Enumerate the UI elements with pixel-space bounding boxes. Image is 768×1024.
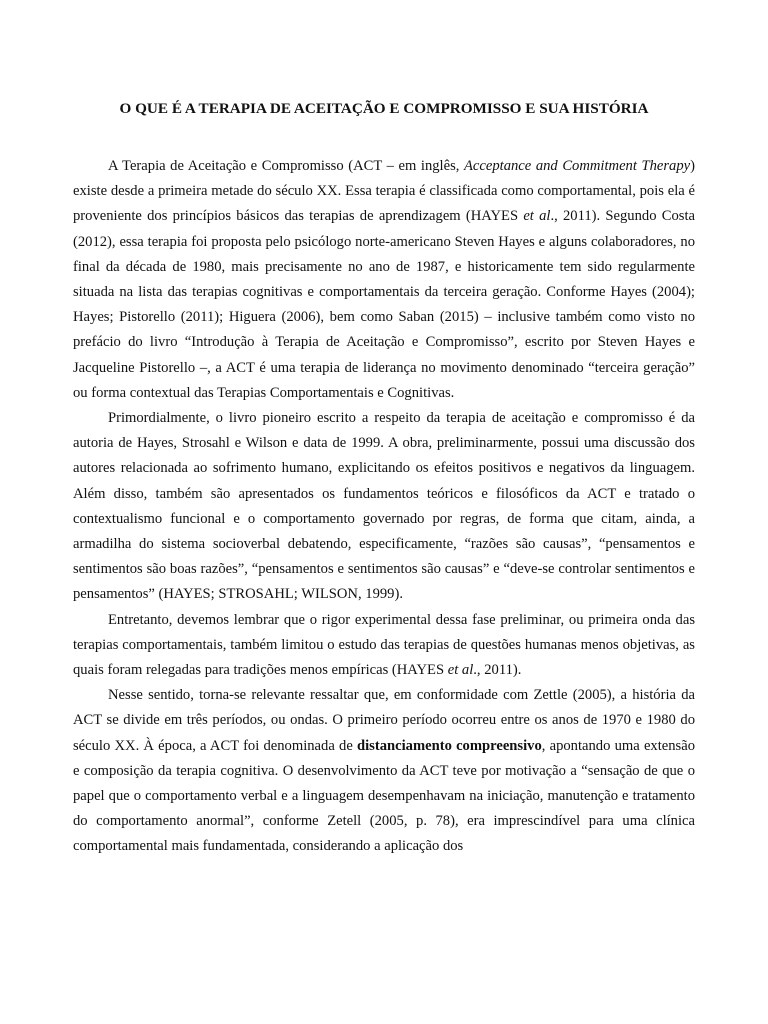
document-page (73, 96, 695, 860)
italic-text: et al (447, 662, 474, 679)
paragraph (73, 608, 695, 684)
paragraph (73, 154, 695, 406)
paragraph-text: ., 2011). Segundo Costa (2012), essa terapia foi proposta pelo psicólogo norte-americano Steven Hayes e alguns colaboradores, no final da década de 1980, mais precisamente no ano de 1987, e historicamente tem sido regularmente situada na lista das terapias cognitivas e comportamentais da terceira geração. Conforme Hayes (2004); Hayes; Pistorello (2011); Higuera (2006), bem como Saban (2015) – inclusive também como visto no prefácio do livro “Introdução à Terapia de Aceitação e Compromisso”, escrito por Steven Hayes e Jacqueline Pistorello –, a ACT é uma terapia de liderança no movimento denominado “terceira geração” ou forma contextual das Terapias Comportamentais e Cognitivas. (73, 208, 695, 401)
paragraph-text: ) existe desde a primeira metade do século XX. Essa terapia é classificada como comportamental, pois ela é proveniente dos princípios básicos das terapias de aprendizagem (HAYES (73, 158, 696, 225)
paragraph (73, 683, 695, 859)
document-title: O QUE É A TERAPIA DE ACEITAÇÃO E COMPROMISSO E SUA HISTÓRIA (119, 100, 649, 117)
paragraph-text: Nesse sentido, torna-se relevante ressaltar que, em conformidade com Zettle (2005), a história da ACT se divide em três períodos, ou ondas. O primeiro período ocorreu entre os anos de 1970 e 1980 do século XX. À época, a ACT foi denominada de (73, 687, 695, 754)
paragraph-text: Primordialmente, o livro pioneiro escrito a respeito da terapia de aceitação e compromisso é da autoria de Hayes, Strosahl e Wilson e data de 1999. A obra, preliminarmente, possui uma discussão dos autores relacionada ao sofrimento humano, explicitando os efeitos positivos e negativos da linguagem. Além disso, também são apresentados os fundamentos teóricos e filosóficos da ACT e tratado o contextualismo funcional e o comportamento governado por regras, de forma que citam, ainda, a armadilha do sistema socioverbal debatendo, especificamente, “razões são causas”, “pensamentos e sentimentos são boas razões”, “pensamentos e sentimentos são causas” e “deve-se controlar sentimentos e pensamentos” (HAYES; STROSAHL; WILSON, 1999). (73, 410, 695, 603)
bold-text: distanciamento compreensivo (357, 737, 542, 754)
paragraph-text: A Terapia de Aceitação e Compromisso (ACT – em inglês, (108, 158, 464, 174)
italic-text: Acceptance and Commitment Therapy (464, 158, 691, 174)
paragraph-text: Entretanto, devemos lembrar que o rigor experimental dessa fase preliminar, ou primeira onda das terapias comportamentais, também limitou o estudo das terapias de questões humanas menos objetivas, as quais foram relegadas para tradições menos empíricas (HAYES (73, 611, 695, 679)
paragraph-text: ., 2011). (473, 662, 522, 679)
paragraph-text: , apontando uma extensão e composição da terapia cognitiva. O desenvolvimento da ACT teve por motivação a “sensação de que o papel que o comportamento verbal e a linguagem desempenhavam na iniciação, manutenção e tratamento do comportamento anormal”, conforme Zetell (2005, p. 78), era imprescindível para uma clínica comportamental mais fundamentada, considerando a aplicação dos (73, 737, 695, 855)
paragraph (73, 406, 695, 608)
document-body (73, 154, 695, 860)
italic-text: et al (523, 208, 551, 225)
